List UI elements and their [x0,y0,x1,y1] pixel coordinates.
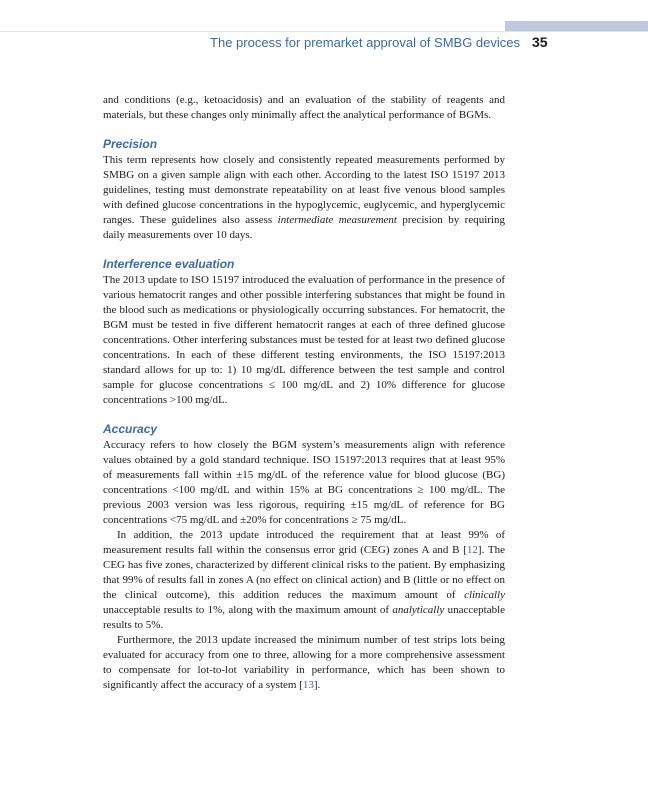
precision-text-start: This term represents how closely and consistently repeated measurements performed by SMBG on a given sample align with each other. According to the latest ISO 15197 2013 guidelines, testing must demonstrate repeatability on at least five venous blood samples with defined glucose concentrations in the hypoglycemic, euglycemic, and hyperglycemic ranges. These guidelines also assess [103,154,505,226]
accuracy-paragraph-2 [103,528,505,633]
header-rule [0,31,648,32]
section-heading-precision: Precision [103,137,158,151]
accuracy-p2-text-c: unacceptable results to 1%, along with the maximum amount of [103,604,393,616]
article-body [103,93,505,693]
interference-paragraph: The 2013 update to ISO 15197 introduced the evaluation of performance in the presence of various hematocrit ranges and other possible interfering substances that might be found in the blood such as medications or physiologically occurring substances. For hematocrit, the BGM must be tested in five different hematocrit ranges at each of three defined glucose concentrations. Other interfering substances must be tested for at least two defined glucose concentrations. In each of these different testing environments, the ISO 15197:2013 standard allows for up to: 1) 10 mg/dL difference between the test sample and control sample for glucose concentrations ≤ 100 mg/dL and 2) 10% difference for glucose concentrations >100 mg/dL. [103,274,505,406]
accuracy-p3-text-b: ]. [313,679,321,691]
section-heading-accuracy: Accuracy [103,422,158,436]
precision-paragraph [103,153,505,243]
accuracy-paragraph-1: Accuracy refers to how closely the BGM system’s measurements align with reference values obtained by a gold standard technique. ISO 15197:2013 requires that at least 95% of measurements fall within ±15 mg/dL of the reference value for blood glucose (BG) concentrations <100 mg/dL and within 15% at BG concentrations ≥ 100 mg/dL. The previous 2003 version was less rigorous, requiring ±15 mg/dL of reference for BG concentrations <75 mg/dL and ±20% for concentrations ≥ 75 mg/dL. [103,439,505,526]
section-heading-interference: Interference evaluation [103,257,235,271]
accuracy-p2-text-d: unacceptable results to 5%. [103,604,506,631]
accuracy-italic-analytically: analytically [392,604,445,616]
intro-paragraph: and conditions (e.g., ketoacidosis) and an evaluation of the stability of reagents and materials, but these changes only minimally affect the analytical performance of BGMs. [103,94,505,121]
accuracy-p2-text-b: ]. The CEG has five zones, characterized by different clinical risks to the patient. By emphasizing that 99% of results fall in zones A (no effect on clinical action) and B (little or no effect on the clinical outcome), this addition reduces the maximum amount of [103,544,505,601]
header-accent-bar [505,21,648,31]
accuracy-paragraph-3 [103,633,505,693]
reference-link-12[interactable]: 12 [466,544,478,556]
reference-link-13[interactable]: 13 [302,679,314,691]
page-number: 35 [532,34,548,50]
precision-italic-term: intermediate measurement [277,214,397,226]
running-head: The process for premarket approval of SMBG devices [210,35,520,50]
precision-text-end: precision by requiring daily measurements over 10 days. [103,214,505,241]
accuracy-italic-clinically: clinically [464,589,505,601]
accuracy-p3-text-a: Furthermore, the 2013 update increased the minimum number of test strips lots being evaluated for accuracy from one to three, allowing for a more comprehensive assessment to compensate for lot-to-lot variability in performance, which has been shown to significantly affect the accuracy of a system [ [103,634,505,691]
accuracy-p2-text-a: In addition, the 2013 update introduced the requirement that at least 99% of measurement results fall within the consensus error grid (CEG) zones A and B [ [103,529,505,556]
